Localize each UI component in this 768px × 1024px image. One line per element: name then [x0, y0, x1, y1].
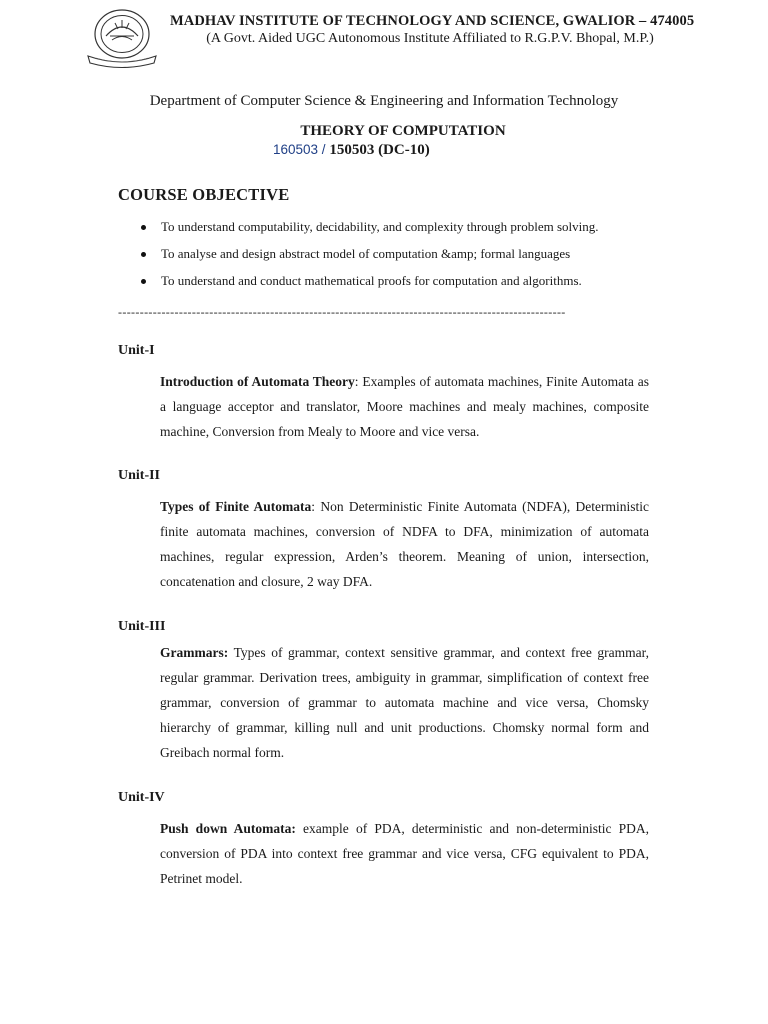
unit-heading-3: Unit-III	[118, 619, 166, 634]
bullet-icon	[141, 225, 146, 230]
old-course-code: 160503 /	[273, 142, 326, 157]
unit-topic: Introduction of Automata Theory	[160, 374, 355, 389]
objective-text: To analyse and design abstract model of computation &amp; formal languages	[161, 246, 571, 261]
unit-description-3	[160, 640, 649, 765]
unit-topic: Grammars:	[160, 645, 229, 660]
objective-text: To understand and conduct mathematical proofs for computation and algorithms.	[161, 273, 582, 288]
section-separator: -------------------------------------------------------------------------------------------------------	[118, 305, 566, 319]
bullet-icon	[141, 279, 146, 284]
unit-description-1: Introduction of Automata Theory: Examples of automata machines, Finite Automata as a language acceptor and translator, Moore machines and mealy machines, composite machine, Conversion from Mealy to Moore and vice versa.	[160, 374, 649, 439]
objective-item	[118, 245, 678, 272]
bullet-icon	[141, 252, 146, 257]
objective-item	[118, 272, 678, 299]
unit-heading-1: Unit-I	[118, 343, 155, 358]
institute-subtitle: (A Govt. Aided UGC Autonomous Institute Affiliated to R.G.P.V. Bhopal, M.P.)	[206, 31, 654, 46]
institute-name: MADHAV INSTITUTE OF TECHNOLOGY AND SCIENCE, GWALIOR – 474005	[170, 13, 695, 29]
objective-heading: COURSE OBJECTIVE	[118, 185, 290, 204]
new-course-code: 150503 (DC-10)	[329, 142, 430, 158]
unit-heading-4: Unit-IV	[118, 790, 165, 805]
course-title: THEORY OF COMPUTATION	[300, 123, 506, 139]
unit-topic: Types of Finite Automata	[160, 499, 312, 514]
unit-heading-2: Unit-II	[118, 468, 161, 483]
objective-list	[118, 218, 678, 299]
unit-description-2: Types of Finite Automata: Non Deterministic Finite Automata (NDFA), Deterministic finite automata machines, conversion of NDFA to DFA, minimization of automata machines, regular expression, Arden’s theorem. Meaning of union, intersection, concatenation and closure, 2 way DFA.	[160, 499, 649, 589]
objective-text: To understand computability, decidability, and complexity through problem solving.	[161, 219, 599, 234]
unit-description-4	[160, 816, 649, 891]
course-codes	[273, 142, 430, 159]
unit-text: Examples of automata machines, Finite Automata as a language acceptor and translator, Moore machines and mealy machines, composite machine, Conversion from Mealy to Moore and vice versa.	[160, 374, 649, 439]
unit-text: Types of grammar, context sensitive grammar, and context free grammar, regular grammar. Derivation trees, ambiguity in grammar, simplification of context free grammar, conversion of grammar to automata machine and vice versa, Chomsky hierarchy of grammar, killing null and unit productions. Chomsky normal form and Greibach normal form.	[160, 645, 649, 760]
unit-text: Non Deterministic Finite Automata (NDFA), Deterministic finite automata machines, conversion of NDFA to DFA, minimization of automata machines, regular expression, Arden’s theorem. Meaning of union, intersection, concatenation and closure, 2 way DFA.	[160, 499, 649, 589]
objective-item	[118, 218, 678, 245]
unit-topic: Push down Automata:	[160, 821, 296, 836]
department-title: Department of Computer Science & Engineering and Information Technology	[149, 93, 619, 109]
institute-seal-icon	[82, 6, 162, 70]
unit-text: example of PDA, deterministic and non-deterministic PDA, conversion of PDA into context free grammar and vice versa, CFG equivalent to PDA, Petrinet model.	[160, 821, 650, 886]
